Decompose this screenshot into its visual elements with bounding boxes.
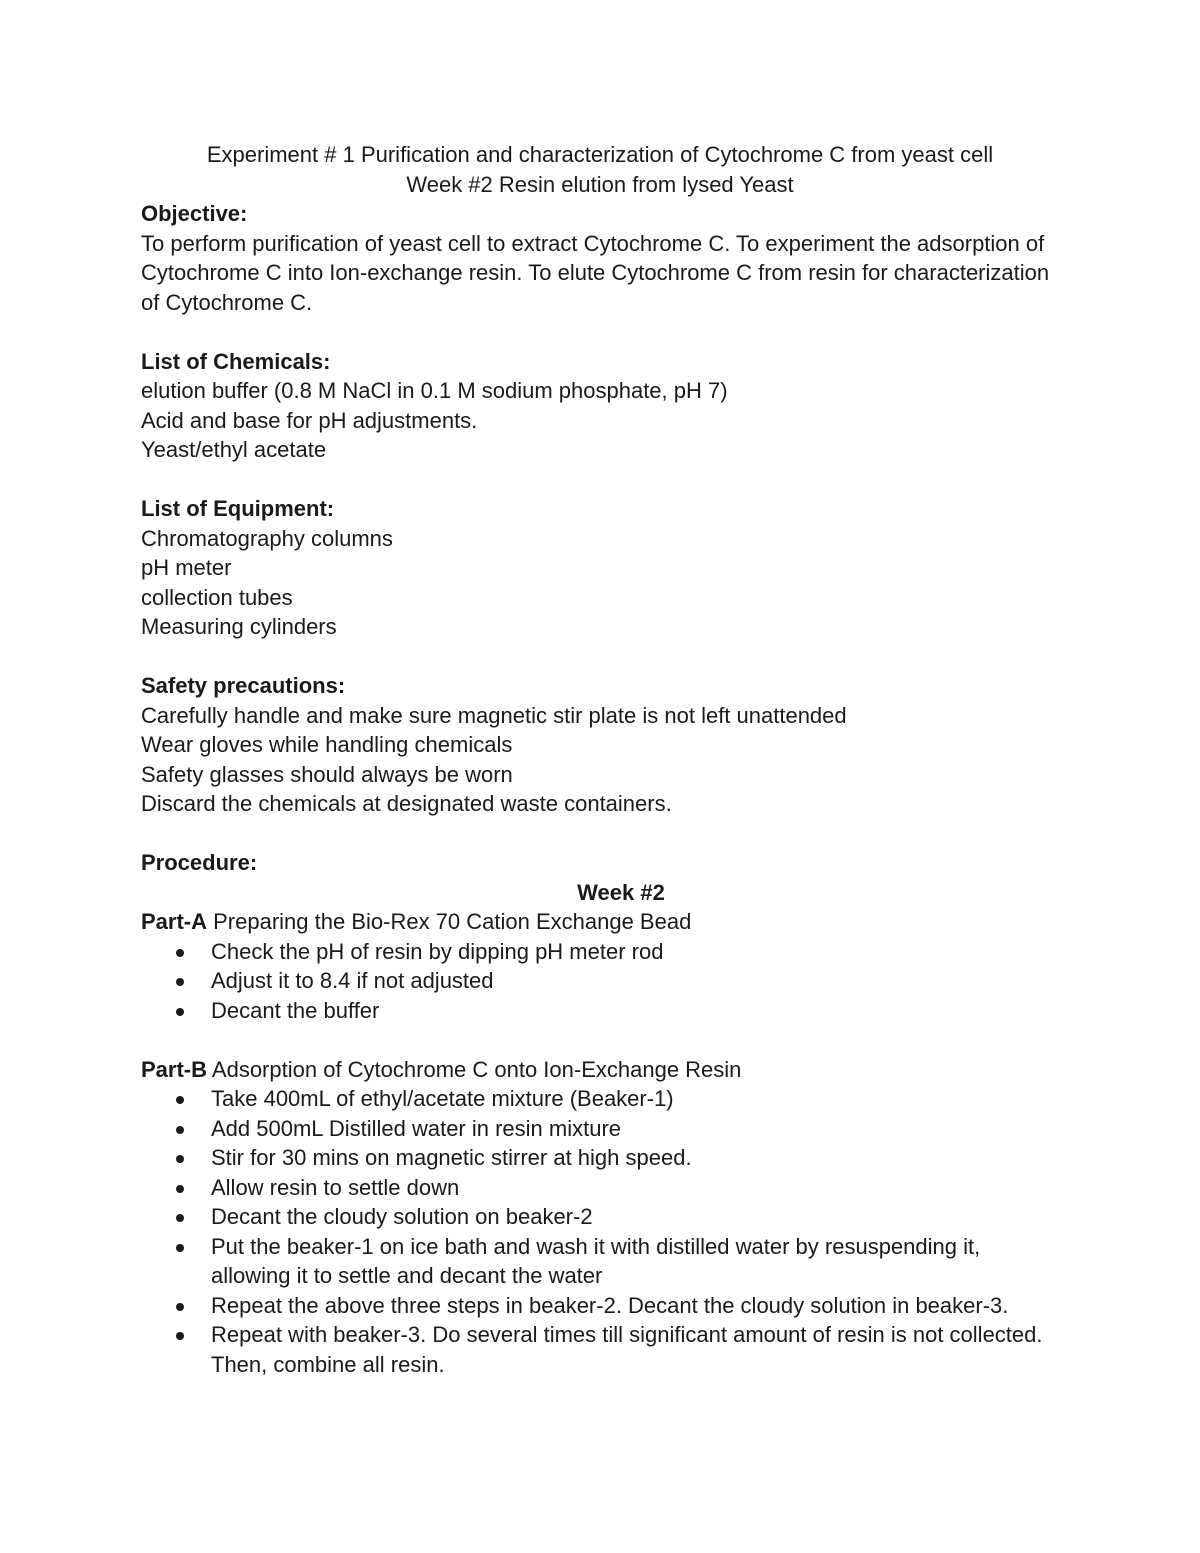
equipment-item: collection tubes [141, 584, 293, 610]
list-item [141, 1143, 1061, 1173]
safety-item: Discard the chemicals at designated waste containers. [141, 791, 672, 816]
step-text: Take 400mL of ethyl/acetate mixture (Beaker-1) [211, 1086, 674, 1111]
spacer [141, 1025, 1061, 1055]
equipment-item: Measuring cylinders [141, 614, 337, 639]
step-text: Repeat with beaker-3. Do several times till significant amount of resin is not collected. Then, combine all resin. [211, 1322, 1043, 1377]
objective-heading: Objective: [141, 201, 248, 226]
bullet-icon [176, 1303, 184, 1311]
bullet-icon [176, 1244, 184, 1252]
list-item [141, 996, 1061, 1026]
chemical-item: Yeast/ethyl acetate [141, 437, 327, 462]
equipment-heading: List of Equipment: [141, 496, 335, 521]
step-text: Stir for 30 mins on magnetic stirrer at high speed. [211, 1145, 692, 1170]
bullet-icon [176, 1096, 184, 1104]
bullet-icon [176, 1332, 184, 1340]
bullet-icon [176, 1185, 184, 1193]
objective-text: To perform purification of yeast cell to extract Cytochrome C. To experiment the adsorption of Cytochrome C into Ion-exchange resin. To elute Cytochrome C from resin for characterization of Cytochrome C. [141, 230, 1050, 315]
equipment-item: pH meter [141, 555, 232, 580]
list-item [141, 1173, 1061, 1203]
equipment-item: Chromatography columns [141, 525, 393, 551]
chemical-item: elution buffer (0.8 M NaCl in 0.1 M sodium phosphate, pH 7) [141, 378, 728, 403]
list-item [141, 1232, 1061, 1291]
bullet-icon [176, 949, 184, 957]
bullet-icon [176, 1126, 184, 1134]
bullet-icon [176, 1155, 184, 1163]
spacer [141, 317, 1061, 347]
week-label: Week #2 [577, 879, 665, 905]
step-text: Adjust it to 8.4 if not adjusted [211, 968, 494, 993]
part-a-steps [141, 937, 1061, 1026]
list-item [141, 937, 1061, 967]
spacer [141, 465, 1061, 495]
bullet-icon [176, 1008, 184, 1016]
spacer [141, 642, 1061, 672]
safety-item: Carefully handle and make sure magnetic stir plate is not left unattended [141, 702, 847, 728]
document-subtitle: Week #2 Resin elution from lysed Yeast [406, 171, 794, 197]
bullet-icon [176, 978, 184, 986]
part-b-title: Adsorption of Cytochrome C onto Ion-Exchange Resin [207, 1056, 742, 1082]
list-item [141, 1291, 1061, 1321]
chemical-item: Acid and base for pH adjustments. [141, 407, 478, 433]
part-b-label: Part-B [141, 1056, 208, 1082]
safety-item: Wear gloves while handling chemicals [141, 732, 513, 757]
step-text: Check the pH of resin by dipping pH meter rod [211, 938, 664, 964]
step-text: Decant the buffer [211, 997, 380, 1023]
list-item [141, 1114, 1061, 1144]
chemicals-heading: List of Chemicals: [141, 348, 331, 374]
spacer [141, 819, 1061, 849]
step-text: Put the beaker-1 on ice bath and wash it with distilled water by resuspending it, allowing it to settle and decant the water [211, 1233, 981, 1288]
list-item [141, 1084, 1061, 1114]
list-item [141, 1202, 1061, 1232]
bullet-icon [176, 1214, 184, 1222]
part-a-heading [141, 907, 1061, 937]
part-b-steps [141, 1084, 1061, 1379]
part-b-heading [141, 1055, 1061, 1085]
part-a-title: Preparing the Bio-Rex 70 Cation Exchange Bead [207, 909, 692, 934]
step-text: Decant the cloudy solution on beaker-2 [211, 1204, 593, 1229]
list-item [141, 1320, 1061, 1379]
procedure-heading: Procedure: [141, 850, 258, 875]
document-title: Experiment # 1 Purification and characterization of Cytochrome C from yeast cell [206, 142, 994, 167]
list-item [141, 966, 1061, 996]
document-content [141, 140, 1061, 1379]
safety-item: Safety glasses should always be worn [141, 761, 513, 787]
step-text: Allow resin to settle down [211, 1174, 460, 1200]
step-text: Add 500mL Distilled water in resin mixture [211, 1115, 622, 1141]
part-a-label: Part-A [141, 909, 208, 934]
step-text: Repeat the above three steps in beaker-2. Decant the cloudy solution in beaker-3. [211, 1292, 1009, 1318]
safety-heading: Safety precautions: [141, 673, 346, 698]
